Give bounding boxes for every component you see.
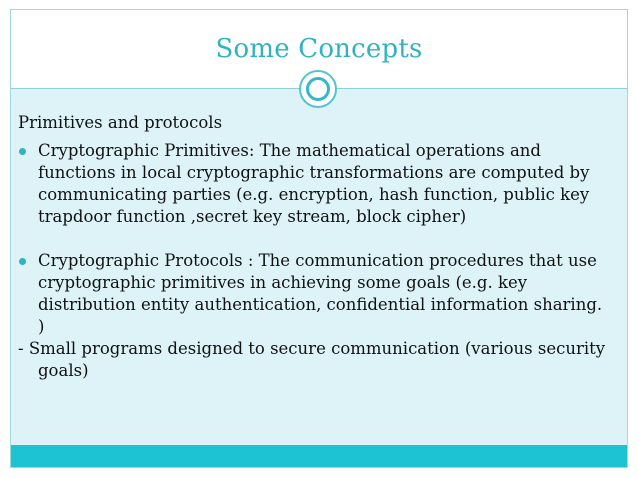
bottom-accent-bar	[11, 445, 627, 467]
content-heading: Primitives and protocols	[18, 113, 223, 132]
ring-ornament-icon	[299, 70, 337, 108]
ring-ornament-inner	[306, 77, 330, 101]
bullet-text: Cryptographic Primitives: The mathematical operations and functions in local cryptographic transformations are computed by communicating parties (e.g. encryption, hash function, public key trapdoor function ,secret key stream, block cipher)	[38, 141, 590, 226]
bullet-text: Cryptographic Protocols : The communication procedures that use cryptographic primitives in achieving some goals (e.g. key distribution entity authentication, confidential information sharing. )	[38, 251, 603, 336]
bullet-item-protocols	[18, 250, 608, 338]
note-line: - Small programs designed to secure communication (various security goals)	[18, 339, 606, 380]
bullet-dot-icon	[19, 258, 26, 265]
bullet-dot-icon	[19, 148, 26, 155]
slide-content	[18, 112, 608, 382]
slide-title: Some Concepts	[215, 34, 423, 64]
bullet-item-primitives	[18, 140, 608, 228]
spacer	[18, 228, 608, 250]
